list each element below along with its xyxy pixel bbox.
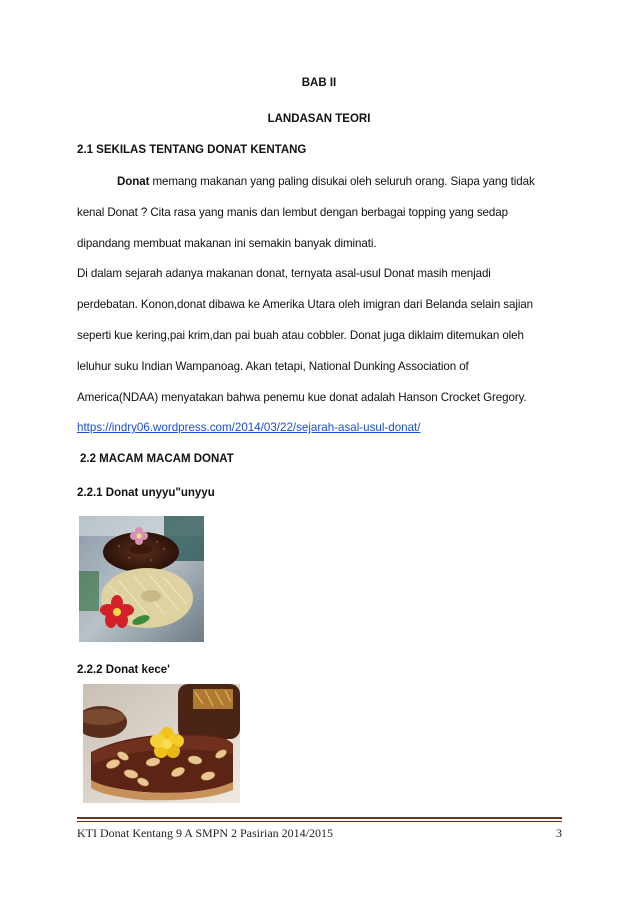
history-line-4: leluhur suku Indian Wampanoag. Akan tetapi, National Dunking Association of	[77, 360, 469, 373]
donut-photo-unyyu	[79, 516, 204, 642]
intro-line-1-text: memang makanan yang paling disukai oleh seluruh orang. Siapa yang tidak	[149, 175, 535, 188]
subsection-2-2-1-heading: 2.2.1 Donat unyyu"unyyu	[77, 487, 215, 499]
subsection-2-2-2-heading: 2.2.2 Donat kece'	[77, 664, 170, 676]
footer-rule-thin	[77, 821, 562, 822]
intro-line-2: kenal Donat ? Cita rasa yang manis dan lembut dengan berbagai topping yang sedap	[77, 206, 508, 219]
history-line-2: perdebatan. Konon,donat dibawa ke Amerika Utara oleh imigran dari Belanda selain sajian	[77, 298, 533, 311]
intro-line-3: dipandang membuat makanan ini semakin banyak diminati.	[77, 237, 377, 250]
section-2-2-heading: 2.2 MACAM MACAM DONAT	[80, 453, 234, 465]
history-line-3: seperti kue kering,pai krim,dan pai buah atau cobbler. Donat juga diklaim ditemukan oleh	[77, 329, 524, 342]
page-number: 3	[556, 826, 562, 840]
donut-photo-kece	[83, 684, 240, 803]
footer-text: KTI Donat Kentang 9 A SMPN 2 Pasirian 2014/2015	[77, 826, 333, 840]
footer-rule-thick	[77, 817, 562, 819]
intro-line-1	[117, 175, 535, 188]
history-line-1: Di dalam sejarah adanya makanan donat, ternyata asal-usul Donat masih menjadi	[77, 267, 491, 280]
chapter-title: LANDASAN TEORI	[267, 113, 371, 125]
chapter-number: BAB II	[301, 77, 337, 89]
intro-lead-word: Donat	[117, 175, 150, 188]
history-line-5: America(NDAA) menyatakan bahwa penemu kue donat adalah Hanson Crocket Gregory.	[77, 391, 527, 404]
section-2-1-heading: 2.1 SEKILAS TENTANG DONAT KENTANG	[77, 144, 307, 156]
source-link[interactable]: https://indry06.wordpress.com/2014/03/22/sejarah-asal-usul-donat/	[77, 421, 421, 434]
